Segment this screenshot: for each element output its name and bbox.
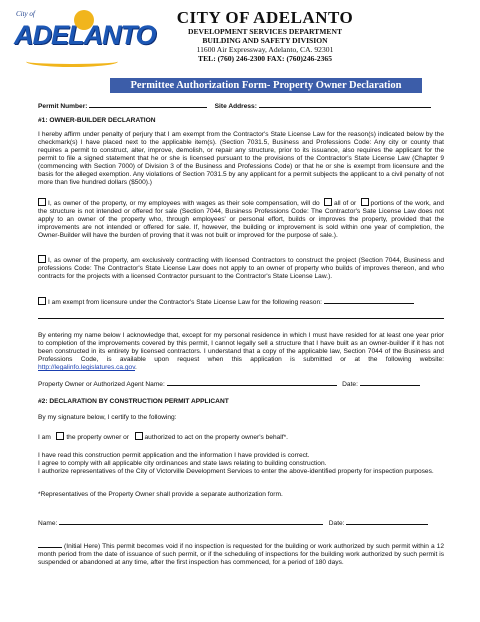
city-logo: [14, 10, 156, 76]
section2-heading: #2: DECLARATION BY CONSTRUCTION PERMIT APPLICANT: [38, 398, 229, 405]
permit-row: [38, 101, 458, 111]
phone-fax: TEL: (760) 246-2300 FAX: (760)246-2365: [198, 54, 332, 63]
logo-wordmark: ADELANTO: [14, 20, 156, 50]
section1-intro: I hereby affirm under penalty of perjury that I am exempt from the Contractor's State License Law for the reason(s) indicated below by the checkmark(s) I have placed next to the applicable item(s). (Section 7031.5, Business and Professions Code: Any city or county that requires a permit to construct, alter, improve, demolish, or repair any structure, prior to its issuance, also requires the applicant for the permit to file a signed statement that he or she is licensed pursuant to the provisions of the Contractor's State License Law (Chapter 9 (commencing with Section 7000) of Division 3 of the Business and Professions Code) or that he or she is exempt from licensure and the basis for the alleged exemption. Any violations of Section 7031.5 by any applicant for a permit subjects the applicant to a civil penalty of not more than five hundred dollars ($500).): [38, 131, 444, 186]
permit-number-field[interactable]: [89, 101, 207, 108]
option3-text: I am exempt from licensure under the Contractor's State License Law for the following reason:: [48, 299, 322, 306]
certify-text: By my signature below, I certify to the following:: [38, 414, 177, 421]
letterhead: [150, 8, 380, 63]
permit-number-label: Permit Number:: [38, 103, 88, 110]
city-title: CITY OF ADELANTO: [176, 8, 354, 27]
logo-city-of: City of: [16, 10, 35, 18]
agent-name-field[interactable]: [167, 379, 337, 386]
initial-text: (Initial Here) This permit becomes void if no inspection is requested for the building or work authorized by such permit within a 12 month period from the date of issuance of such permit, or if the scheduling of inspections for the building work authorized by such permit is suspended or abandoned at any time, after the first inspection has commenced, for a period of 180 days.: [38, 543, 444, 566]
section1-heading: #1: OWNER-BUILDER DECLARATION: [38, 117, 156, 124]
acknowledgement-text: By entering my name below I acknowledge that, except for my personal residence in which I must have resided for at least one year prior to completion of the improvements covered by this permit, I cannot legally sell a structure that I have built as an owner-builder if it has not been constructed in its entirety by licensed contractors. I understand that a copy of the applicable law, Section 7044 of the Business and Professions Code, is available upon request when this application is submitted or at the following website:: [38, 332, 444, 363]
declaration-list: [38, 452, 444, 476]
authorized-agent-checkbox[interactable]: [135, 432, 143, 440]
all-work-checkbox[interactable]: [324, 198, 332, 206]
initial-field[interactable]: [38, 541, 62, 548]
address: 11600 Air Expressway, Adelanto, CA. 92301: [196, 45, 334, 54]
exempt-checkbox[interactable]: [38, 297, 46, 305]
option1-all: all of or: [333, 200, 357, 207]
option1-text-cont: work, and the structure is not intended or offered for sale (Section 7044, Business Professions Code: The Contractor's Sate License Law does not apply to an owner of the property who, through employees' or personal effort, builds or improves the property, provided that the improvements are not intended or offered for sale. If, however, the building or improvement is sold within one year of completion, the Owner-Builder will have the burden of proving that it was not built or improved for the purpose of sale.).: [38, 200, 445, 239]
exempt-reason-field[interactable]: [324, 297, 414, 304]
agent-date-field[interactable]: [360, 379, 420, 386]
name-row: [38, 518, 458, 528]
authorized-agent-label: authorized to act on the property owner's behalf*.: [144, 434, 288, 441]
initial-paragraph: [38, 541, 444, 567]
option1: [38, 198, 444, 240]
site-address-field[interactable]: [259, 101, 431, 108]
swoosh-icon: [26, 56, 118, 67]
portions-work-checkbox[interactable]: [361, 198, 369, 206]
property-owner-label: the property owner or: [66, 434, 130, 441]
exempt-reason-line[interactable]: [38, 318, 444, 319]
option2-text: I, as owner of the property, am exclusively contracting with licensed Contractors to construct the project (Section 7044, Business and professions Code: The Contractor's State License Law does not apply to an owner of property who builds of improves thereon, and who contracts for the projects with a licensed Contractor pursuant to the Contractor's State License Law.).: [38, 257, 444, 280]
option2: [38, 255, 444, 281]
licensed-contractors-checkbox[interactable]: [38, 255, 46, 263]
agent-date-label: Date:: [342, 381, 358, 388]
option1-portions: portions of the: [370, 200, 413, 207]
agent-name-label: Property Owner or Authorized Agent Name:: [38, 381, 165, 388]
legalinfo-link[interactable]: http://legalinfo.legislatures.ca.gov: [38, 364, 136, 371]
name-label: Name:: [38, 520, 58, 527]
declaration-line: I agree to comply with all applicable city ordinances and state laws relating to building construction.: [38, 460, 327, 467]
option3: [38, 297, 444, 307]
i-am-row: [38, 432, 444, 442]
ack-period: .: [135, 364, 137, 371]
representatives-note: *Representatives of the Property Owner shall provide a separate authorization form.: [38, 491, 283, 498]
property-owner-checkbox[interactable]: [56, 432, 64, 440]
name-field[interactable]: [59, 518, 323, 525]
i-am-label: I am: [38, 434, 51, 441]
site-address-label: Site Address:: [214, 103, 257, 110]
owner-work-checkbox[interactable]: [38, 198, 46, 206]
form-title-banner: Permittee Authorization Form- Property Owner Declaration: [110, 78, 422, 93]
option1-text: I, as owner of the property, or my employees with wages as their sole compensation, will do: [48, 200, 320, 207]
acknowledgement: [38, 332, 444, 372]
agent-row: [38, 379, 458, 389]
date-label: Date:: [328, 520, 345, 527]
division: BUILDING AND SAFETY DIVISION: [202, 36, 328, 45]
date-field[interactable]: [346, 518, 428, 525]
declaration-line: I have read this construction permit application and the information I have provided is correct.: [38, 452, 310, 459]
department: DEVELOPMENT SERVICES DEPARTMENT: [187, 27, 343, 36]
declaration-line: I authorize representatives of the City of Victorville Development Services to enter the above-identified property for inspection purposes.: [38, 468, 434, 475]
